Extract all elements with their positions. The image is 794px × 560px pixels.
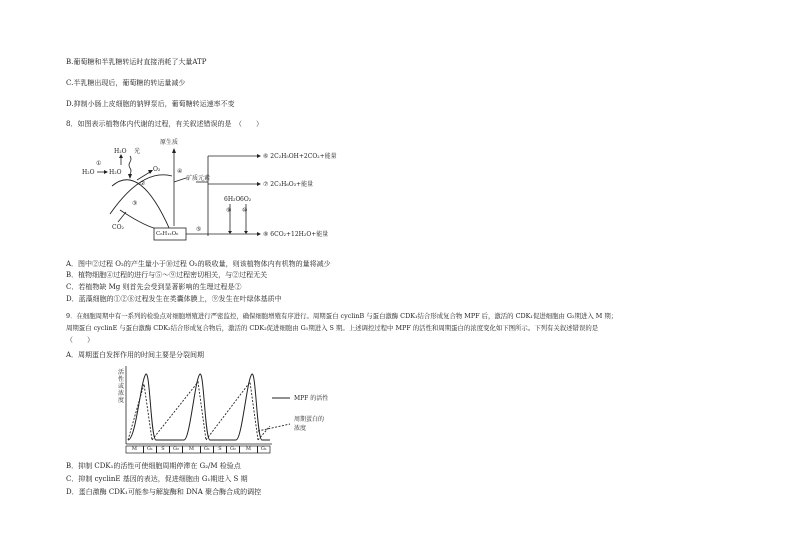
q8-option-d: D．蓝藻细胞的①②⑧过程发生在类囊体膜上，⑨发生在叶绿体基质中	[66, 295, 282, 303]
circle-5: ⑤	[196, 226, 202, 233]
q9-stem-line1: 9．在细胞周期中有一系列的检验点对细胞增殖进行严密监控，确保细胞增殖有序进行。周期蛋白 cyclinB 与蛋白激酶 CDK₁结合形成复合物 MPF 后，激活的 CDK₁促进细胞由 G₂期进入 M 期；	[66, 312, 618, 320]
product-6: ⑥ 2C₂H₅OH+2CO₂+能量	[263, 153, 337, 160]
q8-option-c: C．若植物缺 Mg 则首先会受到显著影响的生理过程是②	[66, 283, 242, 291]
h2o-left-label: H₂O	[82, 169, 95, 176]
q9-option-b: B．抑制 CDK₁的活性可使细胞周期停滞在 G₂/M 检验点	[66, 462, 241, 470]
q9-option-a: A．周期蛋白发挥作用的时间主要是分裂间期	[66, 351, 205, 359]
h2o-top-label: H₂O	[114, 148, 127, 155]
q8-option-a: A．图中②过程 O₂的产生量小于⑩过程 O₂的吸收量，则该植物体内有机物的量将减少	[66, 260, 331, 268]
ylabel-char: 或	[117, 383, 124, 390]
q7-option-d: D.抑制小肠上皮细胞的钠钾泵后，葡萄糖转运速率不变	[66, 100, 235, 108]
q8-option-b: B．植物细胞④过程的进行与⑤～⑨过程密切相关，与②过程无关	[66, 271, 268, 279]
phase-cell: M	[183, 446, 201, 453]
light-label: 光	[134, 148, 141, 155]
ylabel-char: 度	[117, 397, 124, 404]
six-h2o-label: 6H₂O	[224, 196, 241, 203]
circle-2: ②	[140, 180, 146, 187]
phase-cell: M	[126, 446, 144, 453]
q9-option-d: D．蛋白激酶 CDK₁可能参与解旋酶和 DNA 聚合酶合成的调控	[66, 488, 262, 496]
phase-band	[126, 446, 270, 453]
circle-3: ③	[132, 200, 138, 207]
q7-option-c: C.半乳糖出现后，葡萄糖的转运量减少	[66, 79, 186, 87]
circle-9: ⑨	[226, 207, 232, 214]
q9-stem-line3: （ ）	[66, 336, 94, 344]
circle-10: ⑩	[242, 207, 248, 214]
ylabel-char: 活	[117, 369, 124, 376]
h2o-mid-label: H₂O	[109, 169, 122, 176]
phase-cell: G₂	[170, 446, 183, 453]
legend-cyclin-line2: 浓度	[294, 425, 307, 432]
circle-4: ④	[177, 168, 183, 175]
product-8: ⑧ 6CO₂+12H₂O+能量	[263, 231, 329, 238]
q9-option-c: C．抑制 cyclinE 基因的表达，促进细胞由 G₁期进入 S 期	[66, 475, 248, 483]
co2-label: CO₂	[112, 224, 124, 231]
product-7: ⑦ 2C₃H₆O₃+能量	[263, 181, 314, 188]
o2-label: O₂	[153, 166, 161, 173]
circle-1: ①	[96, 160, 102, 167]
ylabel-char: 浓	[117, 390, 124, 397]
yuansheng-label: 原生质	[160, 139, 179, 146]
legend-mpf: MPF 的活性	[294, 395, 329, 402]
q7-option-b: B.葡萄糖和半乳糖转运时直接消耗了大量ATP	[66, 58, 207, 66]
q8-stem: 8．如图表示植物体内代谢的过程，有关叙述错误的是 （ ）	[66, 120, 263, 128]
q9-stem-line2: 周期蛋白 cyclinE 与蛋白激酶 CDK₂结合形成复合物后，激活的 CDK₂促进细胞由 G₁期进入 S 期。上述调控过程中 MPF 的活性和周期蛋白的浓度变化如下图所示。下列有关叙述错误的是	[66, 324, 599, 332]
ylabel-char: 性	[117, 376, 124, 383]
phase-cell: G₂	[227, 446, 240, 453]
legend-cyclin-line1: 周期蛋白的	[294, 416, 325, 423]
phase-cell: G₁	[144, 446, 157, 453]
kuangzhi-label: 矿质元素	[186, 175, 211, 182]
glucose-label: C₆H₁₂O₆	[156, 231, 179, 237]
phase-cell: G₁	[201, 446, 214, 453]
phase-cell: S	[157, 446, 170, 453]
phase-cell: S	[214, 446, 227, 453]
six-o2-label: 6O₂	[240, 196, 252, 203]
phase-cell: G₁	[260, 446, 267, 452]
phase-cell: M	[240, 446, 258, 453]
